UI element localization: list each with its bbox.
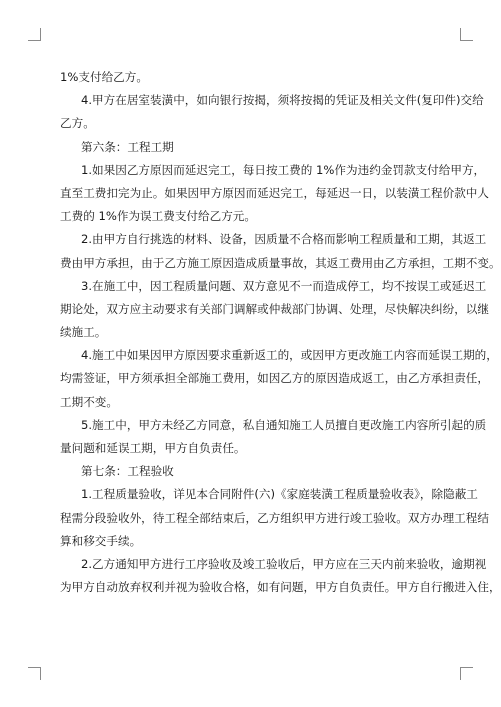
text-line: 工期不变。 — [60, 394, 118, 409]
text-line: 2.由甲方自行挑选的材料、设备，因质量不合格而影响工程质量和工期，其返工 — [81, 232, 487, 247]
text-line: 2.乙方通知甲方进行工序验收及竣工验收后，甲方应在三天内前来验收，逾期视 — [81, 556, 487, 571]
text-line: 费由甲方承担，由于乙方施工原因造成质量事故，其返工费用由乙方承担，工期不变。 — [60, 255, 501, 270]
paragraph-p-6-5 — [60, 414, 487, 460]
text-line: 1.如果因乙方原因而延迟完工，每日按工费的 1%作为违约金罚款支付给甲方， — [81, 162, 486, 177]
text-line: 第七条：工程验收 — [81, 464, 174, 479]
paragraph-p-5-4 — [60, 89, 484, 135]
text-line: 程需分段验收外，待工程全部结束后，乙方组织甲方进行竣工验收。双方办理工程结 — [60, 510, 489, 525]
text-line: 乙方。 — [60, 116, 95, 131]
crop-mark-bottom-left — [28, 667, 41, 680]
paragraph-p-7-1 — [60, 483, 489, 553]
text-line: 4.施工中如果因甲方原因要求重新返工的，或因甲方更改施工内容而延误工期的， — [81, 348, 498, 363]
text-line: 1%支付给乙方。 — [60, 70, 148, 84]
text-line: 第六条：工程工期 — [81, 139, 174, 154]
text-line: 续施工。 — [60, 325, 107, 340]
text-line: 为甲方自动放弃权利并视为验收合格，如有问题，甲方自负责任。甲方自行搬进入住， — [60, 580, 501, 595]
paragraph-p-7-2 — [60, 553, 501, 599]
text-line: 均需签证，甲方须承担全部施工费用，如因乙方的原因造成返工，由乙方承担责任， — [60, 371, 489, 386]
paragraph-p-tail-fifth-article — [60, 66, 444, 89]
text-line: 3.在施工中，因工程质量问题、双方意见不一而造成停工，均不按误工或延迟工 — [81, 278, 487, 293]
document-body — [60, 66, 501, 599]
text-line: 工费的 1%作为误工费支付给乙方元。 — [60, 209, 256, 224]
text-line: 算和移交手续。 — [60, 533, 142, 548]
paragraph-p-6-2 — [60, 228, 501, 274]
text-line: 1.工程质量验收，详见本合同附件(六)《家庭装潢工程质量验收表》，除隐蔽工 — [81, 487, 478, 502]
text-line: 4.甲方在居室装潢中，如向银行按揭，须将按揭的凭证及相关文件(复印件)交给 — [81, 93, 484, 108]
crop-mark-top-left — [28, 28, 41, 41]
paragraph-h-article-6 — [60, 136, 444, 159]
text-line: 期论处，双方应主动要求有关部门调解或仲裁部门协调、处理，尽快解决纠纷，以继 — [60, 301, 489, 316]
text-line: 量问题和延误工期，甲方自负责任。 — [60, 441, 246, 455]
text-line: 直至工费扣完为止。如果因甲方原因而延迟完工，每延迟一日，以装潢工程价款中人 — [60, 185, 489, 200]
crop-mark-bottom-right — [460, 667, 473, 680]
paragraph-p-6-1 — [60, 159, 489, 229]
paragraph-p-6-4 — [60, 344, 498, 414]
paragraph-p-6-3 — [60, 275, 489, 345]
text-line: 5.施工中，甲方未经乙方同意，私自通知施工人员擅自更改施工内容所引起的质 — [81, 417, 487, 432]
paragraph-h-article-7 — [60, 460, 444, 483]
crop-mark-top-right — [460, 28, 473, 41]
